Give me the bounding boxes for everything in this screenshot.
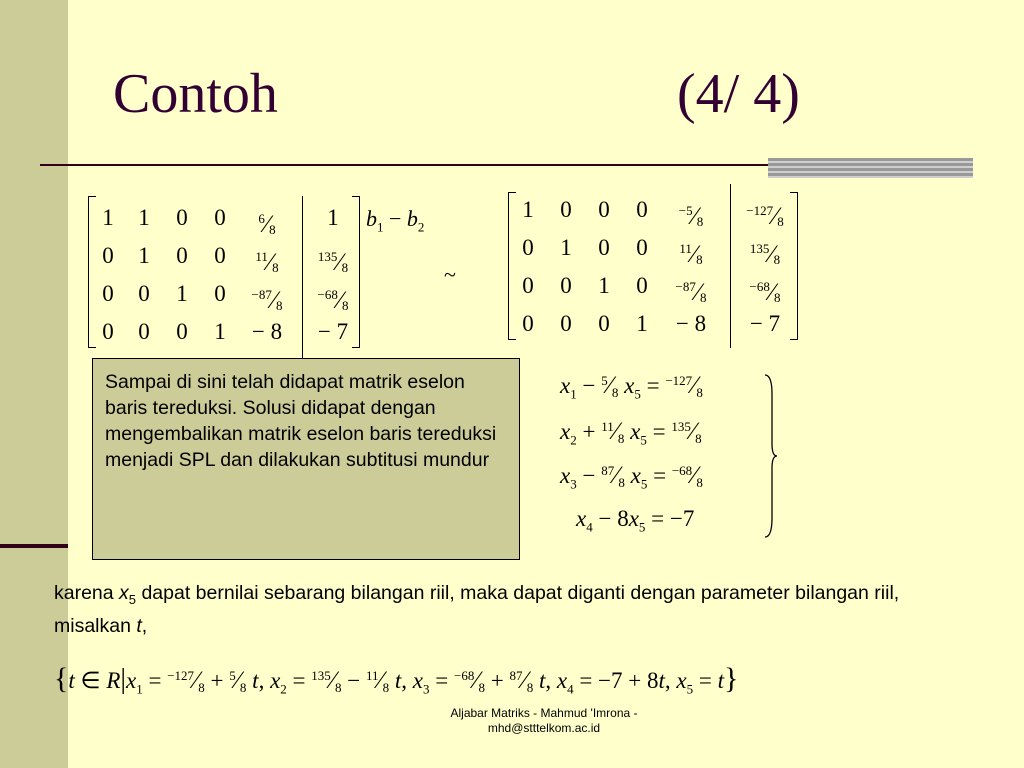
matrix-cell: 1: [176, 281, 188, 306]
matrix-cell: 0: [214, 243, 226, 268]
matrix-cell: 1: [214, 319, 226, 344]
matrix-cell: 0: [138, 319, 150, 344]
explanation-note-box: Sampai di sini telah didapat matrik eselon baris tereduksi. Solusi didapat dengan mengembalikan matrik eselon baris tereduksi menjadi SPL dan dilakukan subtitusi mundur: [92, 358, 520, 560]
matrix-cell: 0: [636, 235, 648, 260]
right-brace-icon: [764, 374, 778, 538]
matrix-cell: −5⁄8: [678, 203, 704, 230]
sidebar-divider: [0, 544, 68, 548]
matrix-cell: 1: [138, 243, 150, 268]
matrix-cell: 0: [214, 281, 226, 306]
matrix-cell: 0: [102, 243, 114, 268]
matrix-cell: 135⁄8: [317, 249, 349, 276]
matrix-cell: −68⁄8: [749, 279, 781, 306]
matrix-cell: 0: [560, 273, 572, 298]
equation-row: $x_1$ − $^5$⁄8 $x_5$ = $^{-127}$⁄8: [560, 372, 703, 402]
matrix-cell: 0: [636, 197, 648, 222]
matrix-cell: 1: [522, 197, 534, 222]
matrix-cell: 0: [214, 205, 226, 230]
matrix-cell: 0: [598, 311, 610, 336]
matrix-cell: 1: [102, 205, 114, 230]
equation-row: $x_2$ + $^{11}$⁄8 $x_5$ = $^{135}$⁄8: [560, 418, 702, 448]
matrix-cell: 1: [560, 235, 572, 260]
equation-row: $x_3$ − $^{87}$⁄8 $x_5$ = $^{-68}$⁄8: [560, 462, 703, 492]
slide-footer: [410, 706, 678, 736]
matrix-cell: −87⁄8: [675, 279, 707, 306]
matrix-right-bracket: [790, 192, 798, 340]
equation-row: $x_4 - 8x_5 = -7$: [576, 506, 695, 535]
matrix-cell: 0: [560, 197, 572, 222]
matrix-cell: 0: [176, 205, 188, 230]
matrix-cell: 1: [327, 205, 339, 230]
title-accent-bar: [768, 158, 973, 178]
matrix-cell: 0: [522, 235, 534, 260]
matrix-cell: 1: [138, 205, 150, 230]
matrix-cell: 0: [176, 319, 188, 344]
matrix-cell: 0: [176, 243, 188, 268]
matrix-cell: 11⁄8: [679, 241, 703, 268]
matrix-cell: 11⁄8: [255, 249, 279, 276]
matrix-cell: 0: [598, 197, 610, 222]
row-operation-label: $b_1 - b_2$: [366, 206, 425, 235]
matrix-cell: 0: [138, 281, 150, 306]
matrix-cell: 6⁄8: [258, 211, 276, 238]
footer-author: Aljabar Matriks - Mahmud 'Imrona -: [450, 706, 638, 720]
matrix-cell: − 7: [749, 311, 781, 336]
equivalence-symbol: ~: [444, 262, 456, 287]
matrix-cell: 0: [598, 235, 610, 260]
matrix-cell: 0: [636, 273, 648, 298]
matrix-cell: 0: [522, 311, 534, 336]
matrix-cell: 0: [102, 281, 114, 306]
matrix-cell: −87⁄8: [251, 287, 283, 314]
matrix-cell: − 8: [251, 319, 283, 344]
slide-page-indicator: (4/ 4): [677, 63, 800, 125]
matrix-cell: −68⁄8: [317, 287, 349, 314]
left-sidebar-band: [0, 0, 68, 768]
matrix-cell: 1: [598, 273, 610, 298]
augment-divider: [730, 184, 731, 348]
matrix-cell: 135⁄8: [749, 241, 781, 268]
matrix-cell: 0: [102, 319, 114, 344]
solution-set: {t ∈ $R|x_1$ = $^{-127}$⁄8 + $^5$⁄8 t, $x_2$ = $^{135}$⁄8 − $^{11}$⁄8 t, $x_3$ = $^{-68}$⁄8 + $^{87}$⁄8 t, $x_4 = -7 + 8t$, $x_5 = t$}: [54, 662, 739, 697]
matrix-cell: 1: [636, 311, 648, 336]
matrix-cell: − 8: [675, 311, 707, 336]
augment-divider: [302, 196, 303, 358]
augmented-matrix-left: [88, 196, 360, 348]
matrix-cell: 0: [560, 311, 572, 336]
footer-email: mhd@stttelkom.ac.id: [487, 721, 601, 735]
matrix-cell: − 7: [317, 319, 349, 344]
augmented-matrix-right: [508, 192, 798, 340]
slide-title: Contoh: [113, 63, 278, 125]
matrix-cell: −127⁄8: [746, 203, 784, 230]
parameter-paragraph: karena $x_5$ dapat bernilai sebarang bilangan riil, maka dapat diganti dengan parameter bilangan riil, misalkan t,: [54, 582, 900, 637]
matrix-cell: 0: [522, 273, 534, 298]
